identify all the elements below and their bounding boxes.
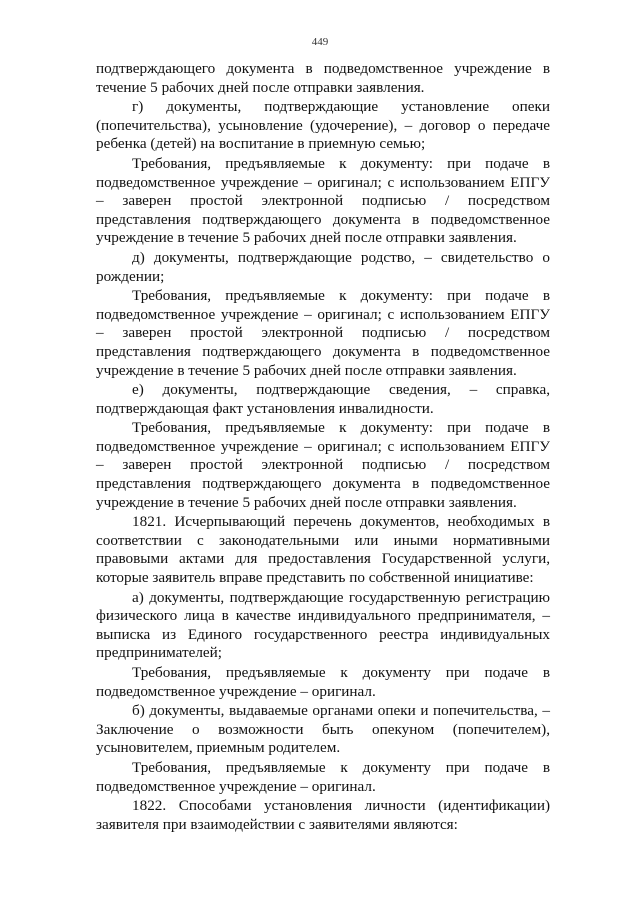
paragraph-requirements: Требования, предъявляемые к документу при подаче в подведомственное учреждение – оригинал. bbox=[96, 758, 550, 795]
paragraph-continuation: подтверждающего документа в подведомственное учреждение в течение 5 рабочих дней после отправки заявления. bbox=[96, 60, 550, 96]
paragraph-requirements: Требования, предъявляемые к документу: при подаче в подведомственное учреждение – оригинал; с использованием ЕПГУ – заверен простой электронной подписью / посредством представления подтверждающего документа в подведомственное учреждение в течение 5 рабочих дней после отправки заявления. bbox=[96, 287, 550, 379]
paragraph-requirements: Требования, предъявляемые к документу: при подаче в подведомственное учреждение – оригинал; с использованием ЕПГУ – заверен простой электронной подписью / посредством представления подтверждающего документа в подведомственное учреждение в течение 5 рабочих дней после отправки заявления. bbox=[96, 154, 550, 247]
paragraph-item-a: а) документы, подтверждающие государственную регистрацию физического лица в качестве индивидуального предпринимателя, – выписка из Единого государственного реестра индивидуальных предпринимателей; bbox=[96, 588, 550, 662]
paragraph-requirements: Требования, предъявляемые к документу при подаче в подведомственное учреждение – оригинал. bbox=[96, 664, 550, 700]
paragraph-requirements: Требования, предъявляемые к документу: при подаче в подведомственное учреждение – оригинал; с использованием ЕПГУ – заверен простой электронной подписью / посредством представления подтверждающего документа в подведомственное учреждение в течение 5 рабочих дней после отправки заявления. bbox=[96, 419, 550, 511]
paragraph-1822: 1822. Способами установления личности (идентификации) заявителя при взаимодействии с заявителями являются: bbox=[96, 797, 550, 833]
paragraph-item-d: д) документы, подтверждающие родство, – свидетельство о рождении; bbox=[96, 248, 550, 285]
document-body bbox=[96, 60, 550, 834]
paragraph-item-b: б) документы, выдаваемые органами опеки и попечительства, – Заключение о возможности быть опекуном (попечителем), усыновителем, приемным родителем. bbox=[96, 702, 550, 757]
page-number: 449 bbox=[311, 36, 329, 48]
paragraph-1821: 1821. Исчерпывающий перечень документов, необходимых в соответствии с законодательными или иными нормативными правовыми актами для предоставления Государственной услуги, которые заявитель вправе представить по собственной инициативе: bbox=[96, 513, 550, 587]
paragraph-item-g: г) документы, подтверждающие установление опеки (попечительства), усыновление (удочерение), – договор о передаче ребенка (детей) на воспитание в приемную семью; bbox=[96, 98, 550, 153]
paragraph-item-e: е) документы, подтверждающие сведения, – справка, подтверждающая факт установления инвалидности. bbox=[96, 381, 550, 417]
